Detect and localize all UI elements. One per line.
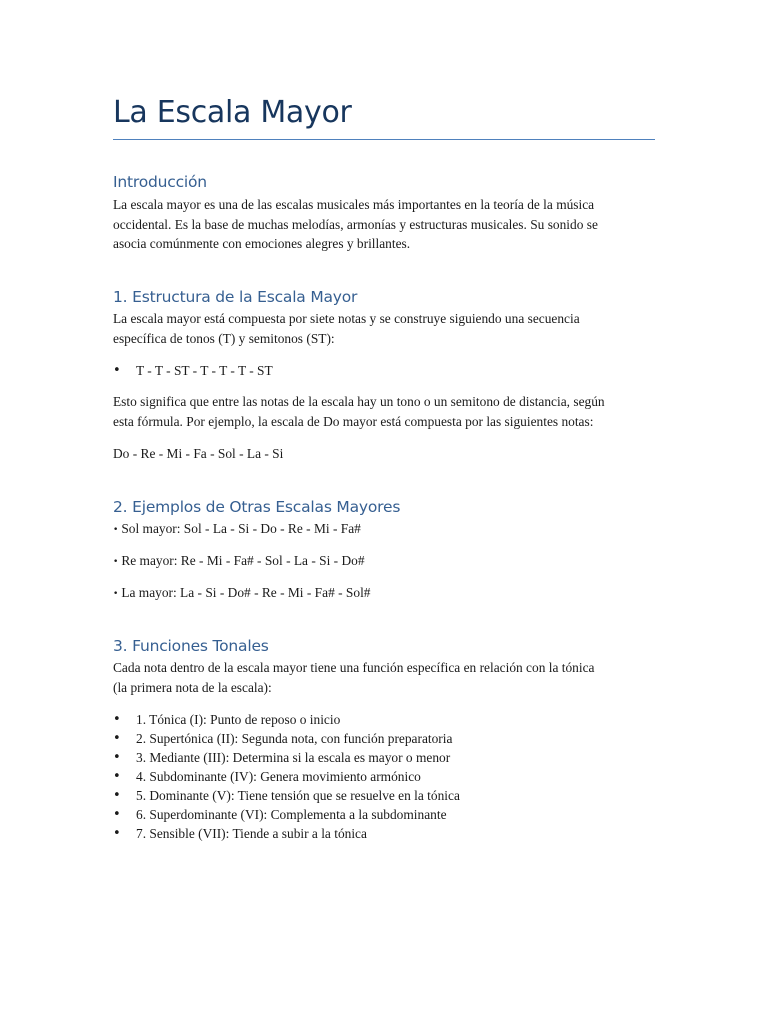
- section-heading-intro: Introducción: [113, 173, 207, 191]
- list-item: [113, 729, 460, 748]
- formula-list: [113, 361, 273, 380]
- scale-example: La mayor: La - Si - Do# - Re - Mi - Fa# - Sol#: [121, 585, 371, 600]
- bullet-icon: •: [113, 807, 121, 822]
- paragraph-line: específica de tonos (T) y semitonos (ST):: [113, 330, 335, 346]
- bullet-icon: •: [113, 363, 121, 378]
- bullet-icon: •: [113, 826, 121, 841]
- bullet-icon: •: [113, 712, 121, 727]
- list-item: [113, 824, 460, 843]
- estructura-explanation: [113, 392, 655, 431]
- bullet-icon: •: [113, 731, 121, 746]
- scale-example: Re mayor: Re - Mi - Fa# - Sol - La - Si - Do#: [121, 553, 365, 568]
- bullet-icon: •: [113, 788, 121, 803]
- list-item: [113, 361, 273, 380]
- list-item: [113, 519, 655, 541]
- list-item: [113, 710, 460, 729]
- list-item: [113, 767, 460, 786]
- funciones-list: [113, 710, 460, 843]
- paragraph-line: Cada nota dentro de la escala mayor tiene una función específica en relación con la tónica: [113, 660, 595, 675]
- list-item: [113, 748, 460, 767]
- list-item: [113, 551, 655, 573]
- do-mayor-example: Do - Re - Mi - Fa - Sol - La - Si: [113, 446, 284, 461]
- section-heading-ejemplos: 2. Ejemplos de Otras Escalas Mayores: [113, 498, 401, 516]
- intro-paragraph: [113, 195, 655, 254]
- function-text: 4. Subdominante (IV): Genera movimiento armónico: [136, 769, 421, 784]
- funciones-paragraph: [113, 658, 655, 697]
- function-text: 5. Dominante (V): Tiene tensión que se resuelve en la tónica: [136, 788, 460, 803]
- formula-text: T - T - ST - T - T - T - ST: [136, 363, 273, 378]
- paragraph-line: esta fórmula. Por ejemplo, la escala de Do mayor está compuesta por las siguientes notas:: [113, 413, 594, 429]
- paragraph-line: (la primera nota de la escala):: [113, 679, 272, 695]
- section-heading-estructura: 1. Estructura de la Escala Mayor: [113, 288, 358, 306]
- paragraph-line: La escala mayor es una de las escalas musicales más importantes en la teoría de la música: [113, 197, 595, 212]
- paragraph-line: occidental. Es la base de muchas melodías, armonías y estructuras musicales. Su sonido se: [113, 216, 598, 232]
- estructura-paragraph: [113, 309, 655, 348]
- bullet-icon: •: [113, 557, 119, 567]
- function-text: 2. Supertónica (II): Segunda nota, con función preparatoria: [136, 731, 453, 746]
- bullet-icon: •: [113, 589, 119, 599]
- function-text: 1. Tónica (I): Punto de reposo o inicio: [136, 712, 341, 727]
- function-text: 7. Sensible (VII): Tiende a subir a la tónica: [136, 826, 367, 841]
- paragraph-line: La escala mayor está compuesta por siete notas y se construye siguiendo una secuencia: [113, 311, 580, 326]
- bullet-icon: •: [113, 750, 121, 765]
- paragraph-line: asocia comúnmente con emociones alegres y brillantes.: [113, 236, 411, 251]
- function-text: 6. Superdominante (VI): Complementa a la subdominante: [136, 807, 447, 822]
- paragraph-line: Esto significa que entre las notas de la escala hay un tono o un semitono de distancia, según: [113, 394, 605, 409]
- section-heading-funciones: 3. Funciones Tonales: [113, 637, 269, 655]
- scale-example: Sol mayor: Sol - La - Si - Do - Re - Mi - Fa#: [121, 521, 361, 536]
- bullet-icon: •: [113, 525, 119, 535]
- function-text: 3. Mediante (III): Determina si la escala es mayor o menor: [136, 750, 451, 765]
- list-item: [113, 805, 460, 824]
- list-item: [113, 786, 460, 805]
- list-item: [113, 583, 655, 605]
- document-title: La Escala Mayor: [113, 95, 352, 130]
- bullet-icon: •: [113, 769, 121, 784]
- title-divider: [113, 139, 655, 140]
